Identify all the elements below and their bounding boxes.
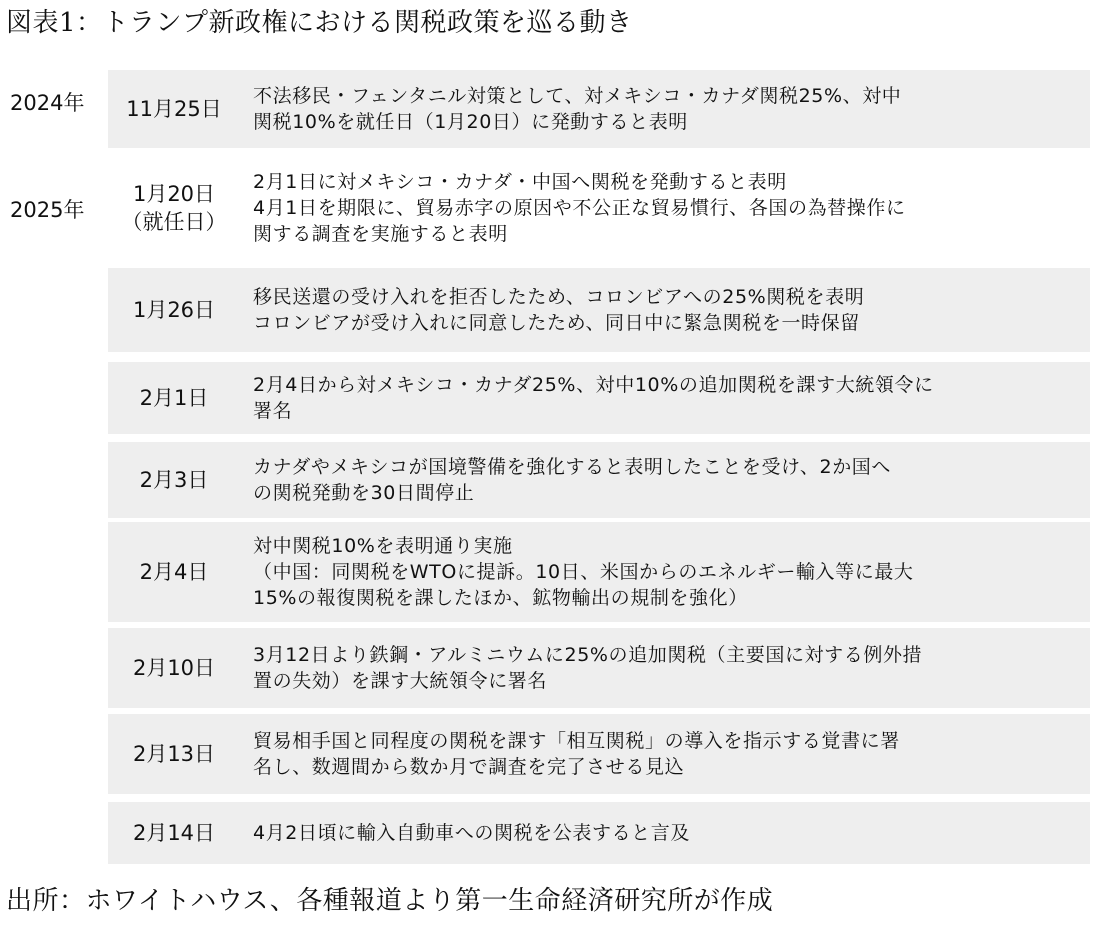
description-line: カナダやメキシコが国境警備を強化すると表明したことを受け、2か国へ: [253, 456, 891, 478]
timeline-row: [108, 160, 1090, 256]
description-line: 関税10%を就任日（1月20日）に発動すると表明: [253, 111, 688, 133]
row-date: [108, 442, 240, 518]
row-description: [253, 362, 1082, 434]
description-line: （中国：同関税をWTOに提訴。10日、米国からのエネルギー輸入等に最大: [253, 561, 914, 583]
date-text: 2月3日: [139, 468, 209, 492]
timeline-row: [108, 522, 1090, 622]
row-date: [108, 714, 240, 794]
row-date: [108, 628, 240, 708]
date-text: 11月25日: [126, 97, 222, 121]
row-date: [108, 522, 240, 622]
description-line: 署名: [253, 400, 293, 422]
row-description: [253, 160, 1082, 256]
row-description: [253, 268, 1082, 352]
description-line: 置の失効）を課す大統領令に署名: [253, 670, 548, 692]
description-line: の関税発動を30日間停止: [253, 482, 475, 504]
timeline-row: [108, 802, 1090, 864]
description-line: 名し、数週間から数か月で調査を完了させる見込: [253, 756, 685, 778]
description-line: 2月4日から対メキシコ・カナダ25%、対中10%の追加関税を課す大統領令に: [253, 374, 934, 396]
description-line: コロンビアが受け入れに同意したため、同日中に緊急関税を一時保留: [253, 312, 860, 334]
figure-title: 図表1：トランプ新政権における関税政策を巡る動き: [6, 8, 633, 38]
row-description: [253, 522, 1082, 622]
date-subtext: （就任日）: [121, 210, 227, 234]
date-text: 2月4日: [139, 560, 209, 584]
timeline-row: [108, 362, 1090, 434]
year-label-2024: 2024年: [10, 91, 85, 115]
description-line: 2月1日に対メキシコ・カナダ・中国へ関税を発動すると表明: [253, 171, 787, 193]
timeline-row: [108, 268, 1090, 352]
description-line: 3月12日より鉄鋼・アルミニウムに25%の追加関税（主要国に対する例外措: [253, 644, 923, 666]
date-text: 1月26日: [132, 298, 216, 322]
description-line: 不法移民・フェンタニル対策として、対メキシコ・カナダ関税25%、対中: [253, 85, 902, 107]
description-line: 15%の報復関税を課したほか、鉱物輸出の規制を強化）: [253, 587, 748, 609]
row-date: [108, 160, 240, 256]
row-description: [253, 70, 1082, 148]
description-line: 4月1日を期限に、貿易赤字の原因や不公正な貿易慣行、各国の為替操作に: [253, 197, 906, 219]
description-line: 4月2日頃に輸入自動車への関税を公表すると言及: [253, 822, 690, 844]
date-text: 2月1日: [139, 386, 209, 410]
row-date: [108, 362, 240, 434]
row-date: [108, 802, 240, 864]
description-line: 対中関税10%を表明通り実施: [253, 535, 513, 557]
row-date: [108, 70, 240, 148]
description-line: 関する調査を実施すると表明: [253, 223, 508, 245]
source-note: 出所：ホワイトハウス、各種報道より第一生命経済研究所が作成: [6, 886, 774, 916]
timeline-row: [108, 714, 1090, 794]
date-text: 2月13日: [132, 742, 216, 766]
date-text: 2月14日: [132, 821, 216, 845]
description-line: 貿易相手国と同程度の関税を課す「相互関税」の導入を指示する覚書に署: [253, 730, 900, 752]
timeline-row: [108, 628, 1090, 708]
date-text: 1月20日: [132, 182, 216, 206]
year-label-2025: 2025年: [10, 198, 85, 222]
row-description: [253, 802, 1082, 864]
timeline-row: [108, 442, 1090, 518]
row-date: [108, 268, 240, 352]
date-text: 2月10日: [132, 656, 216, 680]
timeline-row: [108, 70, 1090, 148]
row-description: [253, 628, 1082, 708]
row-description: [253, 442, 1082, 518]
row-description: [253, 714, 1082, 794]
description-line: 移民送還の受け入れを拒否したため、コロンビアへの25%関税を表明: [253, 286, 865, 308]
